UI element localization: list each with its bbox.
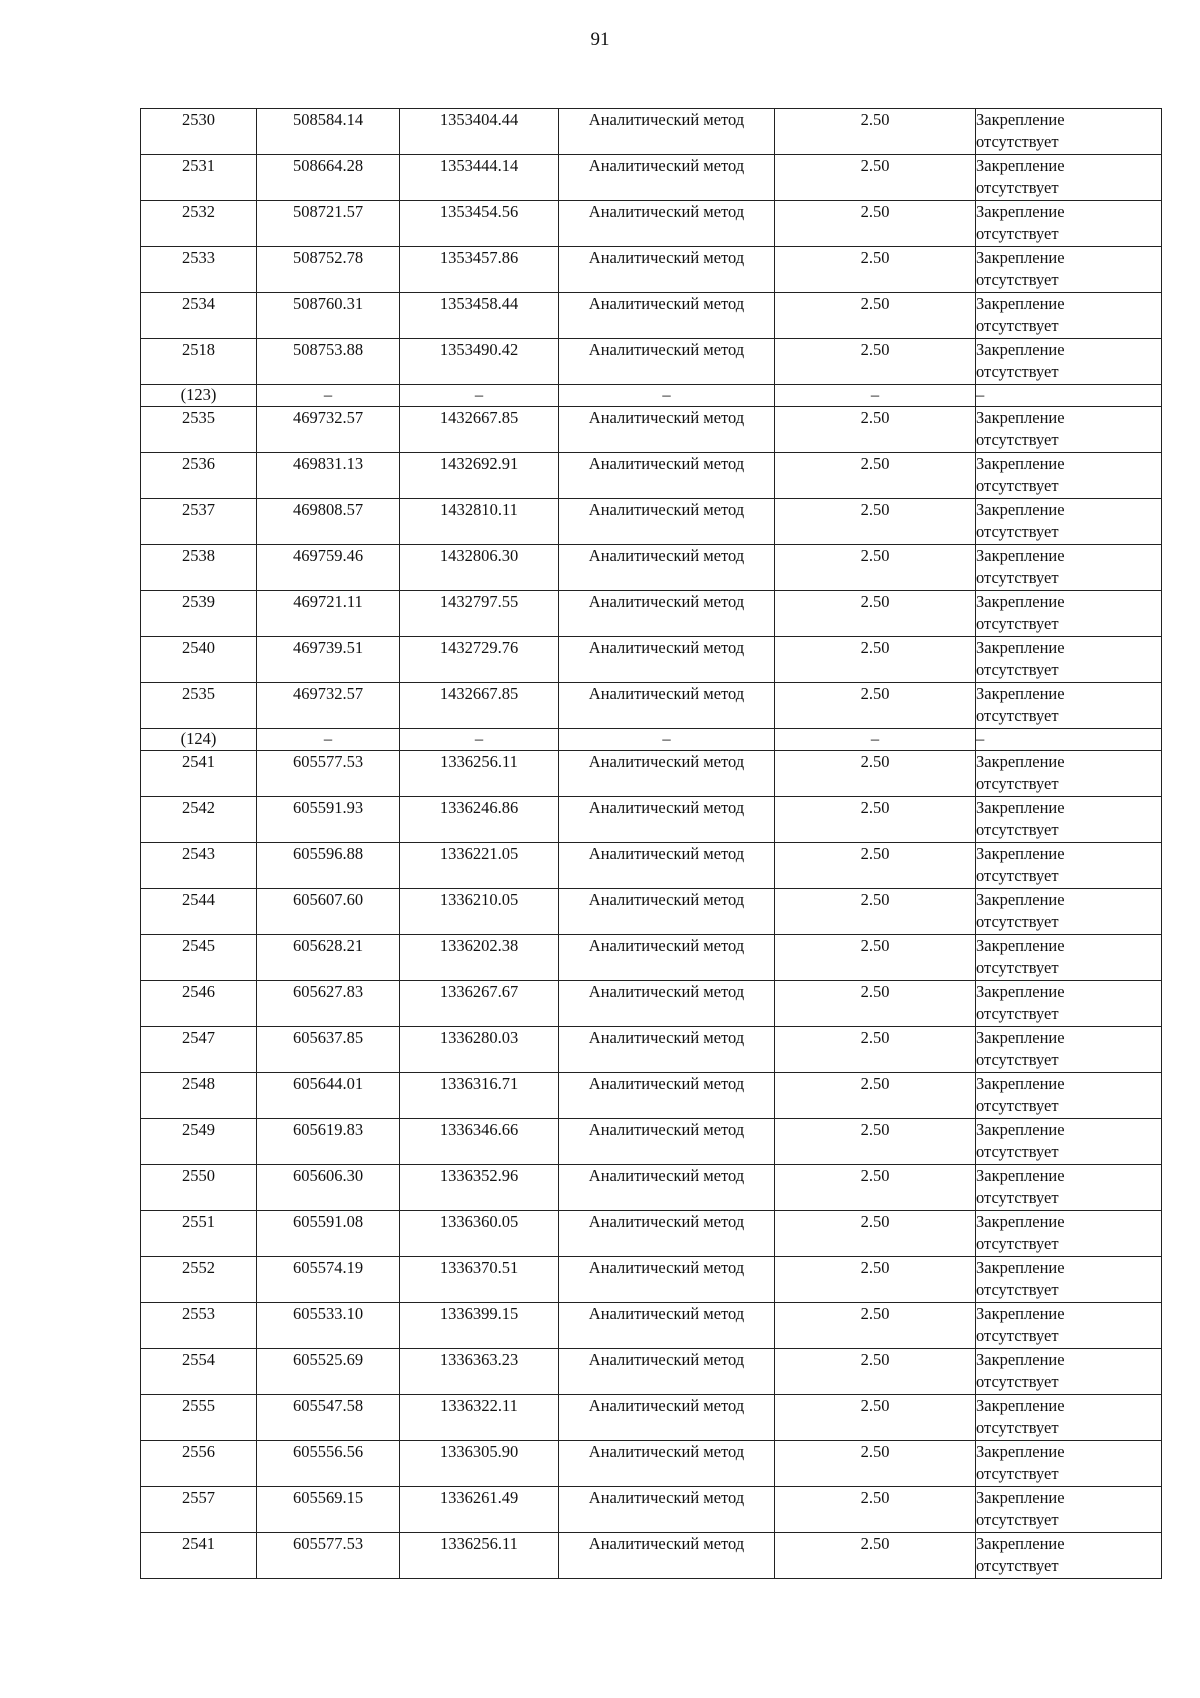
y-coordinate-cell: 1353490.42 xyxy=(400,339,559,385)
error-cell: 2.50 xyxy=(775,751,976,797)
point-number-cell: 2543 xyxy=(141,843,257,889)
point-number-cell: (123) xyxy=(141,385,257,407)
description-line-2: отсутствует xyxy=(976,958,1059,977)
table-row xyxy=(141,797,1162,843)
point-number-cell: 2533 xyxy=(141,247,257,293)
x-coordinate-cell: 469831.13 xyxy=(257,453,400,499)
description-line-2: отсутствует xyxy=(976,820,1059,839)
description-line-2: отсутствует xyxy=(976,568,1059,587)
y-coordinate-cell: 1432692.91 xyxy=(400,453,559,499)
method-cell: Аналитический метод xyxy=(559,247,775,293)
x-coordinate-cell: 605574.19 xyxy=(257,1257,400,1303)
y-coordinate-cell: 1336210.05 xyxy=(400,889,559,935)
y-coordinate-cell: 1432806.30 xyxy=(400,545,559,591)
description-line-2: отсутствует xyxy=(976,1096,1059,1115)
y-coordinate-cell: 1353404.44 xyxy=(400,109,559,155)
contour-separator-row xyxy=(141,385,1162,407)
description-line-2: отсутствует xyxy=(976,522,1059,541)
table-row xyxy=(141,1119,1162,1165)
description-line-1: Закрепление xyxy=(976,1488,1065,1507)
point-number-cell: 2531 xyxy=(141,155,257,201)
y-coordinate-cell: 1336316.71 xyxy=(400,1073,559,1119)
description-line-1: Закрепление xyxy=(976,294,1065,313)
y-coordinate-cell: 1353457.86 xyxy=(400,247,559,293)
description-line-1: Закрепление xyxy=(976,340,1065,359)
error-cell: 2.50 xyxy=(775,247,976,293)
table-row xyxy=(141,109,1162,155)
error-cell: 2.50 xyxy=(775,935,976,981)
table-row xyxy=(141,293,1162,339)
description-line-2: отсутствует xyxy=(976,316,1059,335)
error-cell: – xyxy=(775,729,976,751)
description-line-2: отсутствует xyxy=(976,1142,1059,1161)
description-line-2: отсутствует xyxy=(976,912,1059,931)
description-line-1: Закрепление xyxy=(976,500,1065,519)
error-cell: 2.50 xyxy=(775,1257,976,1303)
description-line-1: Закрепление xyxy=(976,1534,1065,1553)
x-coordinate-cell: 605577.53 xyxy=(257,751,400,797)
x-coordinate-cell: 605591.08 xyxy=(257,1211,400,1257)
x-coordinate-cell: 469808.57 xyxy=(257,499,400,545)
description-cell xyxy=(976,1349,1162,1395)
description-cell xyxy=(976,797,1162,843)
description-cell xyxy=(976,385,1162,407)
description-line-2: отсутствует xyxy=(976,1050,1059,1069)
error-cell: 2.50 xyxy=(775,155,976,201)
error-cell: 2.50 xyxy=(775,1349,976,1395)
point-number-cell: 2546 xyxy=(141,981,257,1027)
table-row xyxy=(141,1257,1162,1303)
x-coordinate-cell: 605628.21 xyxy=(257,935,400,981)
description-line-1: Закрепление xyxy=(976,202,1065,221)
description-line-1: Закрепление xyxy=(976,798,1065,817)
coordinates-table xyxy=(140,108,1162,1579)
method-cell: Аналитический метод xyxy=(559,1303,775,1349)
table-row xyxy=(141,1441,1162,1487)
y-coordinate-cell: 1336267.67 xyxy=(400,981,559,1027)
point-number-cell: 2532 xyxy=(141,201,257,247)
y-coordinate-cell: 1432667.85 xyxy=(400,683,559,729)
error-cell: 2.50 xyxy=(775,499,976,545)
description-line-2: отсутствует xyxy=(976,706,1059,725)
y-coordinate-cell: 1336256.11 xyxy=(400,1533,559,1579)
description-line-2: отсутствует xyxy=(976,774,1059,793)
description-line-2: отсутствует xyxy=(976,224,1059,243)
description-line-2: отсутствует xyxy=(976,132,1059,151)
method-cell: Аналитический метод xyxy=(559,591,775,637)
point-number-cell: 2541 xyxy=(141,1533,257,1579)
y-coordinate-cell: 1336322.11 xyxy=(400,1395,559,1441)
point-number-cell: 2548 xyxy=(141,1073,257,1119)
point-number-cell: 2545 xyxy=(141,935,257,981)
table-row xyxy=(141,889,1162,935)
description-line-1: – xyxy=(976,385,985,404)
table-row xyxy=(141,499,1162,545)
method-cell: Аналитический метод xyxy=(559,1211,775,1257)
description-line-1: Закрепление xyxy=(976,1212,1065,1231)
description-cell xyxy=(976,843,1162,889)
description-line-1: Закрепление xyxy=(976,1442,1065,1461)
description-line-1: Закрепление xyxy=(976,248,1065,267)
x-coordinate-cell: 508584.14 xyxy=(257,109,400,155)
description-cell xyxy=(976,1395,1162,1441)
description-line-1: Закрепление xyxy=(976,982,1065,1001)
point-number-cell: 2530 xyxy=(141,109,257,155)
description-line-1: Закрепление xyxy=(976,546,1065,565)
point-number-cell: 2544 xyxy=(141,889,257,935)
description-line-2: отсутствует xyxy=(976,1464,1059,1483)
x-coordinate-cell: 469739.51 xyxy=(257,637,400,683)
error-cell: 2.50 xyxy=(775,1441,976,1487)
description-cell xyxy=(976,1441,1162,1487)
method-cell: Аналитический метод xyxy=(559,407,775,453)
description-cell xyxy=(976,981,1162,1027)
x-coordinate-cell: 469759.46 xyxy=(257,545,400,591)
description-cell xyxy=(976,453,1162,499)
x-coordinate-cell: 508752.78 xyxy=(257,247,400,293)
point-number-cell: 2552 xyxy=(141,1257,257,1303)
x-coordinate-cell: 605591.93 xyxy=(257,797,400,843)
method-cell: Аналитический метод xyxy=(559,935,775,981)
y-coordinate-cell: – xyxy=(400,385,559,407)
y-coordinate-cell: 1353444.14 xyxy=(400,155,559,201)
x-coordinate-cell: 469732.57 xyxy=(257,407,400,453)
x-coordinate-cell: 605644.01 xyxy=(257,1073,400,1119)
method-cell: – xyxy=(559,385,775,407)
error-cell: 2.50 xyxy=(775,1027,976,1073)
table-row xyxy=(141,1533,1162,1579)
method-cell: Аналитический метод xyxy=(559,1441,775,1487)
error-cell: 2.50 xyxy=(775,591,976,637)
table-row xyxy=(141,637,1162,683)
x-coordinate-cell: 469721.11 xyxy=(257,591,400,637)
point-number-cell: 2539 xyxy=(141,591,257,637)
error-cell: 2.50 xyxy=(775,545,976,591)
y-coordinate-cell: 1432797.55 xyxy=(400,591,559,637)
table-row xyxy=(141,1211,1162,1257)
point-number-cell: 2549 xyxy=(141,1119,257,1165)
description-line-2: отсутствует xyxy=(976,362,1059,381)
description-line-2: отсутствует xyxy=(976,270,1059,289)
x-coordinate-cell: 605607.60 xyxy=(257,889,400,935)
method-cell: Аналитический метод xyxy=(559,1395,775,1441)
table-row xyxy=(141,155,1162,201)
point-number-cell: 2535 xyxy=(141,407,257,453)
method-cell: Аналитический метод xyxy=(559,797,775,843)
x-coordinate-cell: 508760.31 xyxy=(257,293,400,339)
point-number-cell: (124) xyxy=(141,729,257,751)
description-line-1: Закрепление xyxy=(976,1350,1065,1369)
table-row xyxy=(141,1303,1162,1349)
x-coordinate-cell: 605619.83 xyxy=(257,1119,400,1165)
description-cell xyxy=(976,1257,1162,1303)
error-cell: 2.50 xyxy=(775,843,976,889)
description-line-1: – xyxy=(976,729,985,748)
method-cell: Аналитический метод xyxy=(559,1027,775,1073)
description-line-1: Закрепление xyxy=(976,844,1065,863)
description-line-1: Закрепление xyxy=(976,1028,1065,1047)
point-number-cell: 2551 xyxy=(141,1211,257,1257)
description-line-1: Закрепление xyxy=(976,408,1065,427)
error-cell: 2.50 xyxy=(775,683,976,729)
table-row xyxy=(141,1027,1162,1073)
x-coordinate-cell: 508721.57 xyxy=(257,201,400,247)
error-cell: 2.50 xyxy=(775,797,976,843)
method-cell: Аналитический метод xyxy=(559,499,775,545)
method-cell: Аналитический метод xyxy=(559,889,775,935)
method-cell: Аналитический метод xyxy=(559,201,775,247)
x-coordinate-cell: 605627.83 xyxy=(257,981,400,1027)
table-row xyxy=(141,751,1162,797)
description-line-2: отсутствует xyxy=(976,1188,1059,1207)
error-cell: 2.50 xyxy=(775,1487,976,1533)
table-row xyxy=(141,545,1162,591)
description-cell xyxy=(976,155,1162,201)
y-coordinate-cell: 1336261.49 xyxy=(400,1487,559,1533)
method-cell: Аналитический метод xyxy=(559,1257,775,1303)
method-cell: Аналитический метод xyxy=(559,453,775,499)
method-cell: Аналитический метод xyxy=(559,637,775,683)
point-number-cell: 2547 xyxy=(141,1027,257,1073)
error-cell: 2.50 xyxy=(775,1073,976,1119)
description-cell xyxy=(976,637,1162,683)
coordinates-table-body xyxy=(141,109,1162,1579)
description-line-2: отсутствует xyxy=(976,1556,1059,1575)
method-cell: Аналитический метод xyxy=(559,683,775,729)
error-cell: 2.50 xyxy=(775,109,976,155)
point-number-cell: 2537 xyxy=(141,499,257,545)
description-line-1: Закрепление xyxy=(976,1258,1065,1277)
point-number-cell: 2550 xyxy=(141,1165,257,1211)
description-line-2: отсутствует xyxy=(976,178,1059,197)
point-number-cell: 2541 xyxy=(141,751,257,797)
contour-separator-row xyxy=(141,729,1162,751)
y-coordinate-cell: 1336305.90 xyxy=(400,1441,559,1487)
table-row xyxy=(141,683,1162,729)
error-cell: 2.50 xyxy=(775,339,976,385)
x-coordinate-cell: 605547.58 xyxy=(257,1395,400,1441)
y-coordinate-cell: 1336221.05 xyxy=(400,843,559,889)
point-number-cell: 2540 xyxy=(141,637,257,683)
description-line-2: отсутствует xyxy=(976,614,1059,633)
y-coordinate-cell: 1336256.11 xyxy=(400,751,559,797)
method-cell: Аналитический метод xyxy=(559,339,775,385)
method-cell: Аналитический метод xyxy=(559,155,775,201)
description-cell xyxy=(976,1027,1162,1073)
x-coordinate-cell: 508664.28 xyxy=(257,155,400,201)
point-number-cell: 2555 xyxy=(141,1395,257,1441)
y-coordinate-cell: 1336352.96 xyxy=(400,1165,559,1211)
description-line-1: Закрепление xyxy=(976,1074,1065,1093)
table-row xyxy=(141,843,1162,889)
table-row xyxy=(141,1487,1162,1533)
method-cell: Аналитический метод xyxy=(559,751,775,797)
method-cell: Аналитический метод xyxy=(559,1165,775,1211)
x-coordinate-cell: 605606.30 xyxy=(257,1165,400,1211)
method-cell: Аналитический метод xyxy=(559,1119,775,1165)
method-cell: – xyxy=(559,729,775,751)
method-cell: Аналитический метод xyxy=(559,1487,775,1533)
description-line-2: отсутствует xyxy=(976,1004,1059,1023)
point-number-cell: 2556 xyxy=(141,1441,257,1487)
description-cell xyxy=(976,889,1162,935)
table-row xyxy=(141,591,1162,637)
description-line-1: Закрепление xyxy=(976,1120,1065,1139)
description-cell xyxy=(976,1073,1162,1119)
description-line-2: отсутствует xyxy=(976,476,1059,495)
error-cell: 2.50 xyxy=(775,1211,976,1257)
description-cell xyxy=(976,339,1162,385)
x-coordinate-cell: 605637.85 xyxy=(257,1027,400,1073)
description-cell xyxy=(976,499,1162,545)
x-coordinate-cell: 508753.88 xyxy=(257,339,400,385)
y-coordinate-cell: 1336360.05 xyxy=(400,1211,559,1257)
method-cell: Аналитический метод xyxy=(559,843,775,889)
error-cell: 2.50 xyxy=(775,1303,976,1349)
point-number-cell: 2534 xyxy=(141,293,257,339)
x-coordinate-cell: 605525.69 xyxy=(257,1349,400,1395)
method-cell: Аналитический метод xyxy=(559,1073,775,1119)
x-coordinate-cell: 605596.88 xyxy=(257,843,400,889)
y-coordinate-cell: 1432667.85 xyxy=(400,407,559,453)
error-cell: 2.50 xyxy=(775,889,976,935)
error-cell: 2.50 xyxy=(775,1165,976,1211)
table-row xyxy=(141,453,1162,499)
table-row xyxy=(141,1073,1162,1119)
description-line-1: Закрепление xyxy=(976,454,1065,473)
description-cell xyxy=(976,109,1162,155)
description-cell xyxy=(976,247,1162,293)
description-line-2: отсутствует xyxy=(976,1234,1059,1253)
y-coordinate-cell: 1353458.44 xyxy=(400,293,559,339)
description-cell xyxy=(976,591,1162,637)
point-number-cell: 2538 xyxy=(141,545,257,591)
point-number-cell: 2553 xyxy=(141,1303,257,1349)
description-cell xyxy=(976,201,1162,247)
x-coordinate-cell: 605569.15 xyxy=(257,1487,400,1533)
description-cell xyxy=(976,545,1162,591)
description-line-1: Закрепление xyxy=(976,1166,1065,1185)
error-cell: 2.50 xyxy=(775,453,976,499)
description-line-1: Закрепление xyxy=(976,936,1065,955)
description-line-2: отсутствует xyxy=(976,430,1059,449)
description-cell xyxy=(976,729,1162,751)
description-cell xyxy=(976,407,1162,453)
description-line-1: Закрепление xyxy=(976,156,1065,175)
table-row xyxy=(141,1395,1162,1441)
y-coordinate-cell: 1432729.76 xyxy=(400,637,559,683)
error-cell: 2.50 xyxy=(775,981,976,1027)
table-row xyxy=(141,935,1162,981)
method-cell: Аналитический метод xyxy=(559,1349,775,1395)
table-row xyxy=(141,1349,1162,1395)
point-number-cell: 2536 xyxy=(141,453,257,499)
y-coordinate-cell: 1336246.86 xyxy=(400,797,559,843)
y-coordinate-cell: 1336202.38 xyxy=(400,935,559,981)
error-cell: 2.50 xyxy=(775,1395,976,1441)
table-row xyxy=(141,1165,1162,1211)
method-cell: Аналитический метод xyxy=(559,293,775,339)
description-line-2: отсутствует xyxy=(976,1510,1059,1529)
description-cell xyxy=(976,1533,1162,1579)
description-line-2: отсутствует xyxy=(976,866,1059,885)
method-cell: Аналитический метод xyxy=(559,109,775,155)
point-number-cell: 2557 xyxy=(141,1487,257,1533)
description-cell xyxy=(976,293,1162,339)
description-cell xyxy=(976,1165,1162,1211)
description-line-1: Закрепление xyxy=(976,110,1065,129)
y-coordinate-cell: 1336346.66 xyxy=(400,1119,559,1165)
description-line-1: Закрепление xyxy=(976,592,1065,611)
description-line-2: отсутствует xyxy=(976,1326,1059,1345)
table-row xyxy=(141,407,1162,453)
description-cell xyxy=(976,1487,1162,1533)
y-coordinate-cell: 1353454.56 xyxy=(400,201,559,247)
description-line-2: отсутствует xyxy=(976,1280,1059,1299)
y-coordinate-cell: – xyxy=(400,729,559,751)
x-coordinate-cell: – xyxy=(257,385,400,407)
description-line-1: Закрепление xyxy=(976,684,1065,703)
x-coordinate-cell: 605577.53 xyxy=(257,1533,400,1579)
page-number: 91 xyxy=(590,29,610,50)
description-cell xyxy=(976,935,1162,981)
x-coordinate-cell: 605556.56 xyxy=(257,1441,400,1487)
y-coordinate-cell: 1336363.23 xyxy=(400,1349,559,1395)
description-line-1: Закрепление xyxy=(976,638,1065,657)
error-cell: 2.50 xyxy=(775,407,976,453)
y-coordinate-cell: 1336370.51 xyxy=(400,1257,559,1303)
point-number-cell: 2554 xyxy=(141,1349,257,1395)
table-row xyxy=(141,201,1162,247)
error-cell: 2.50 xyxy=(775,637,976,683)
y-coordinate-cell: 1336280.03 xyxy=(400,1027,559,1073)
description-line-1: Закрепление xyxy=(976,752,1065,771)
x-coordinate-cell: 605533.10 xyxy=(257,1303,400,1349)
x-coordinate-cell: 469732.57 xyxy=(257,683,400,729)
error-cell: 2.50 xyxy=(775,1533,976,1579)
description-line-1: Закрепление xyxy=(976,1396,1065,1415)
table-row xyxy=(141,339,1162,385)
point-number-cell: 2542 xyxy=(141,797,257,843)
error-cell: 2.50 xyxy=(775,201,976,247)
description-cell xyxy=(976,1211,1162,1257)
description-cell xyxy=(976,1119,1162,1165)
description-cell xyxy=(976,751,1162,797)
description-line-2: отсутствует xyxy=(976,1418,1059,1437)
method-cell: Аналитический метод xyxy=(559,545,775,591)
table-row xyxy=(141,981,1162,1027)
error-cell: – xyxy=(775,385,976,407)
error-cell: 2.50 xyxy=(775,293,976,339)
description-cell xyxy=(976,1303,1162,1349)
y-coordinate-cell: 1336399.15 xyxy=(400,1303,559,1349)
error-cell: 2.50 xyxy=(775,1119,976,1165)
description-cell xyxy=(976,683,1162,729)
y-coordinate-cell: 1432810.11 xyxy=(400,499,559,545)
description-line-1: Закрепление xyxy=(976,890,1065,909)
method-cell: Аналитический метод xyxy=(559,981,775,1027)
method-cell: Аналитический метод xyxy=(559,1533,775,1579)
description-line-1: Закрепление xyxy=(976,1304,1065,1323)
table-row xyxy=(141,247,1162,293)
description-line-2: отсутствует xyxy=(976,660,1059,679)
description-line-2: отсутствует xyxy=(976,1372,1059,1391)
point-number-cell: 2535 xyxy=(141,683,257,729)
point-number-cell: 2518 xyxy=(141,339,257,385)
x-coordinate-cell: – xyxy=(257,729,400,751)
